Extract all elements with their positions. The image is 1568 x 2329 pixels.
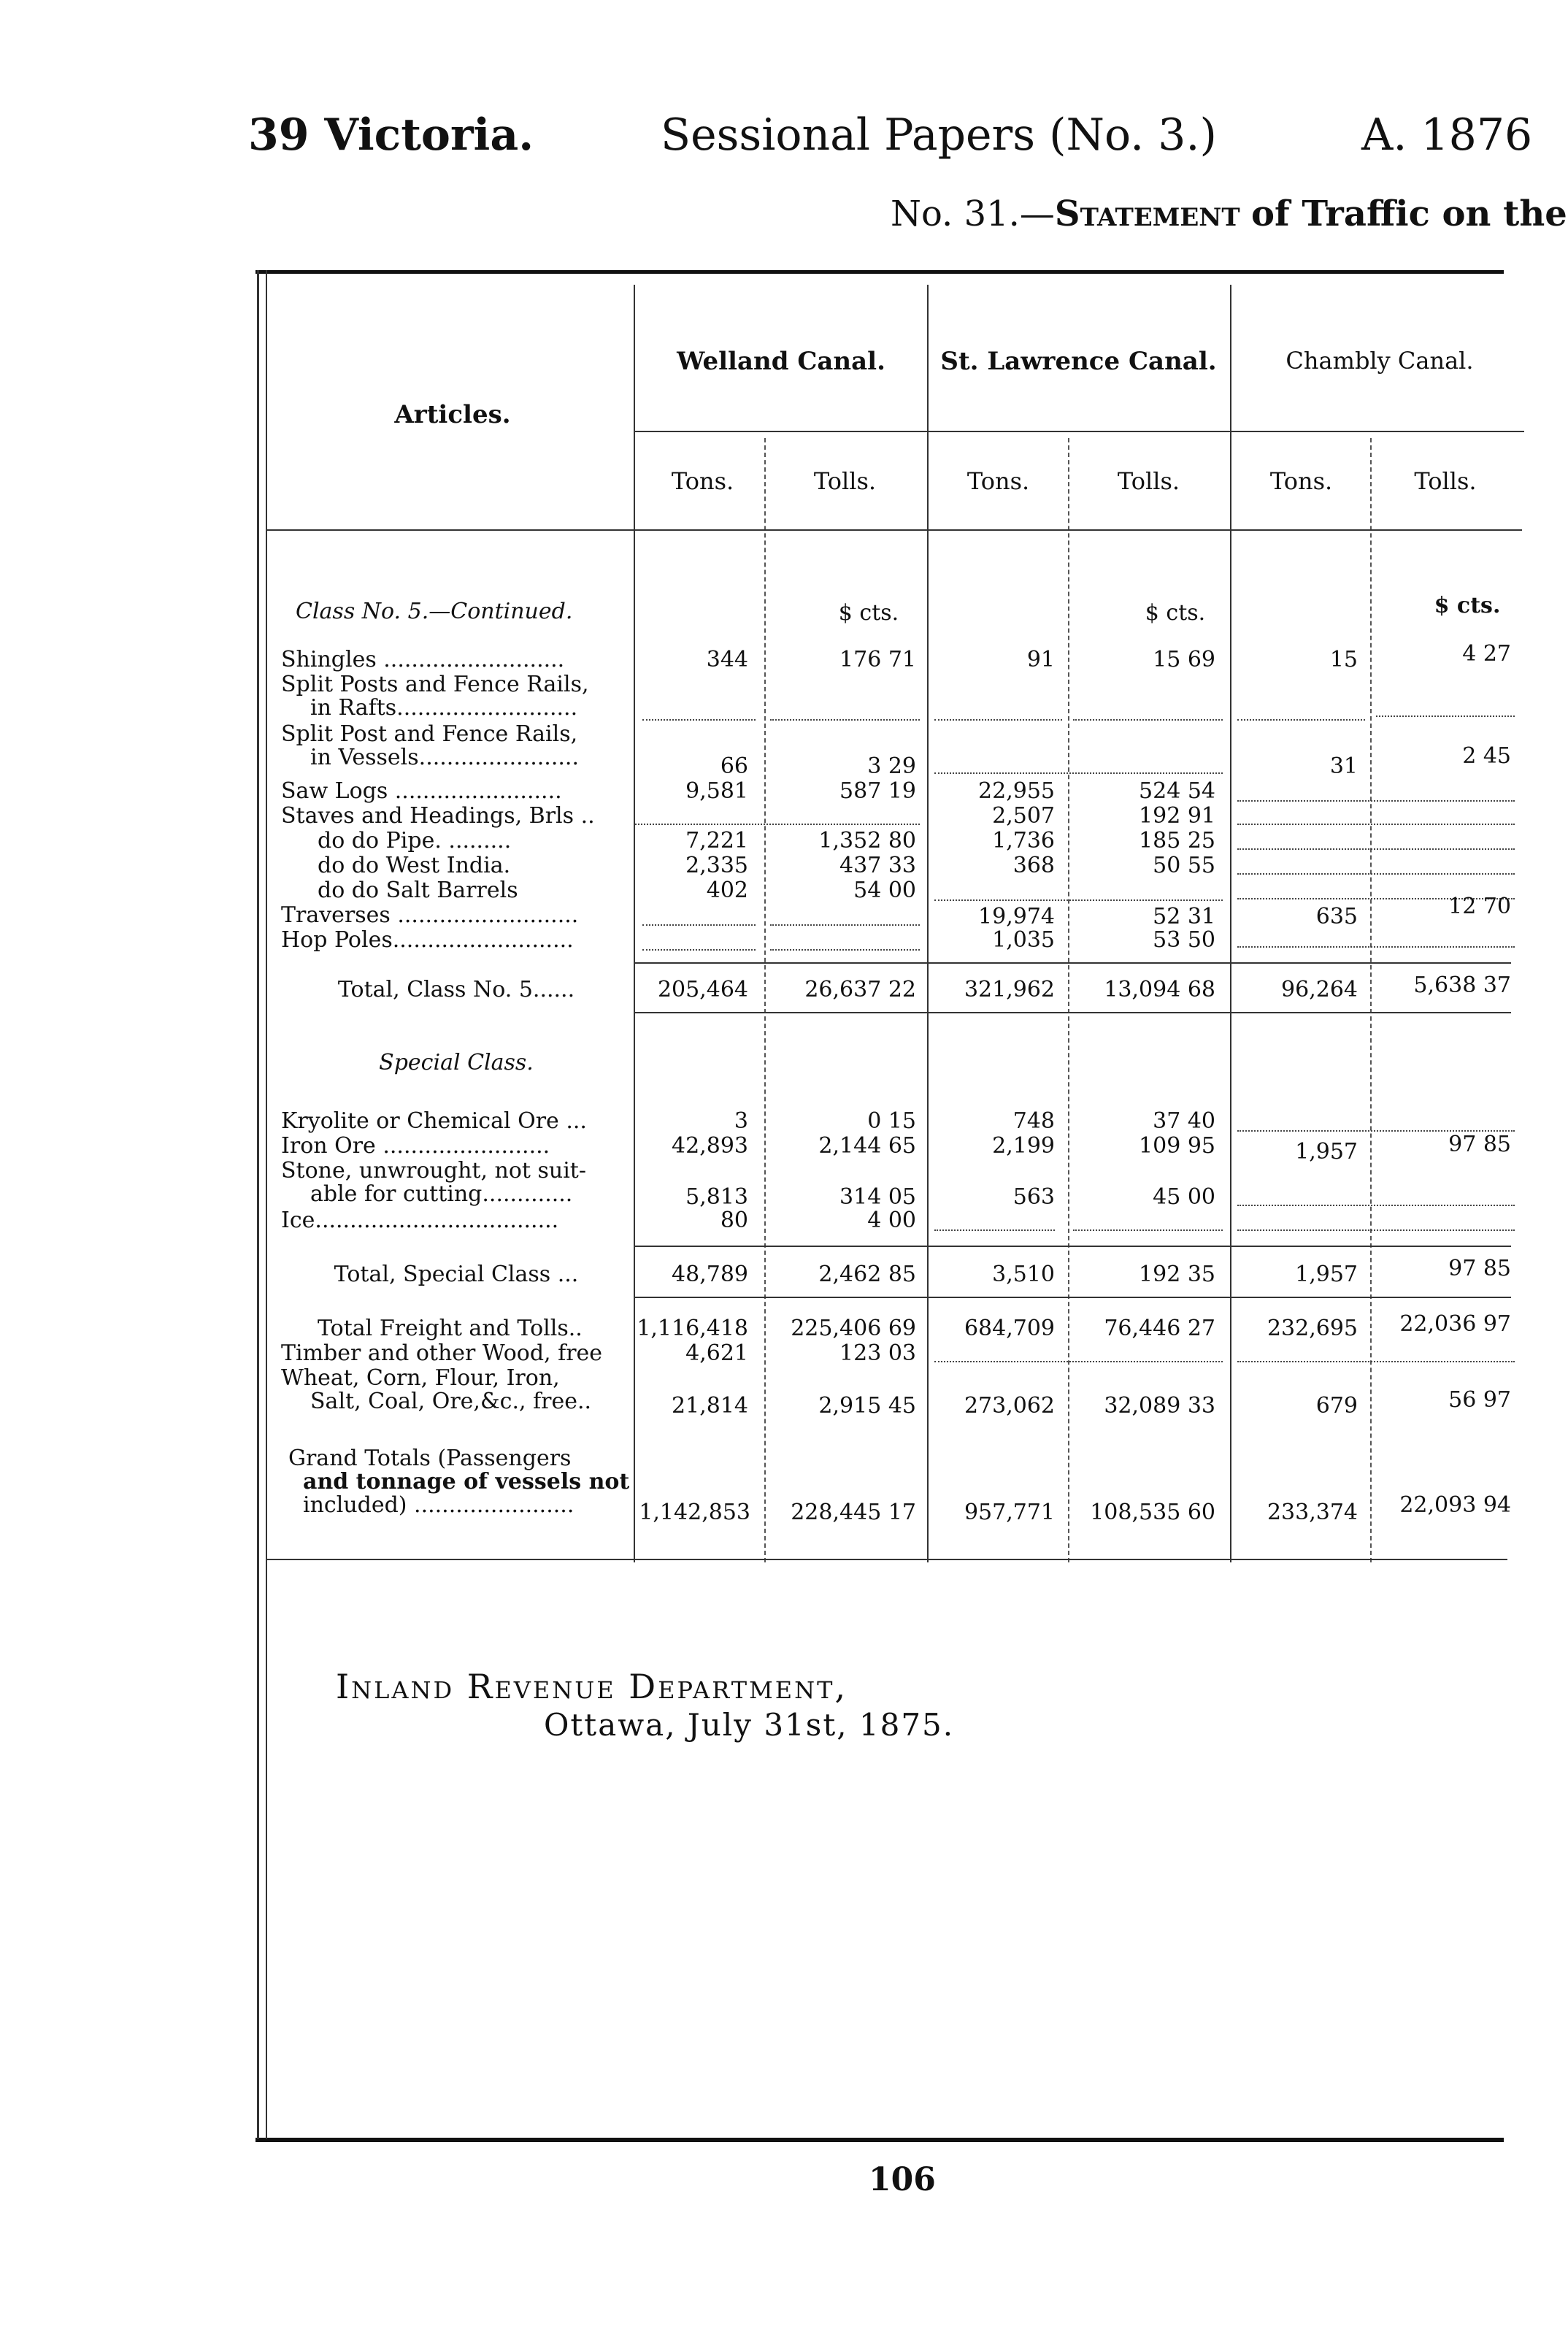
cell-w-tolls: 0 15	[867, 1108, 916, 1134]
dot-leader	[1237, 824, 1515, 825]
grand-total-label-cont: and tonnage of vessels not	[303, 1469, 630, 1495]
cell-s-tons: 22,955	[978, 778, 1055, 804]
cell-w-tolls: 123 03	[839, 1340, 916, 1366]
cell-w-tolls: 437 33	[839, 853, 916, 878]
subtotal-rule	[635, 1012, 1511, 1013]
row-label: Hop Poles..........................	[281, 927, 574, 953]
cell-c-tons: 15	[1329, 647, 1358, 672]
cell-s-tolls: 45 00	[1153, 1184, 1215, 1210]
page-number: 106	[869, 2161, 936, 2198]
cell-s-tons: 321,962	[964, 977, 1055, 1002]
dot-leader	[934, 1229, 1055, 1231]
page-header-center: Sessional Papers (No. 3.)	[661, 110, 1217, 161]
cell-s-tons: 1,035	[992, 927, 1055, 953]
cell-s-tolls: 50 55	[1153, 853, 1215, 878]
cell-w-tolls: 587 19	[839, 778, 916, 804]
title-number: No. 31.—	[891, 193, 1055, 234]
col-line-welland	[927, 285, 929, 1562]
stlawrence-tons-heading: Tons.	[966, 467, 1030, 495]
total-freight-label: Total Freight and Tolls..	[318, 1316, 583, 1341]
cell-s-tons: 1,736	[992, 828, 1055, 853]
footer-place-date: Ottawa, July 31st, 1875.	[544, 1707, 955, 1743]
footer-department: Inland Revenue Department,	[336, 1667, 848, 1706]
col-line-articles	[634, 285, 635, 1562]
grand-total-label-cont: included) .......................	[303, 1492, 574, 1518]
table-end-rule	[266, 1559, 1507, 1560]
header-rule-1	[634, 431, 1524, 432]
dot-leader	[770, 924, 920, 926]
col-line-s-split	[1068, 438, 1069, 1562]
row-label: Ice...................................	[281, 1208, 559, 1233]
chambly-tons-heading: Tons.	[1269, 467, 1333, 495]
cell-w-tons: 7,221	[685, 828, 748, 853]
cell-s-tolls: 192 35	[1139, 1262, 1215, 1287]
dot-leader	[1237, 800, 1515, 802]
cell-c-tolls: 22,093 94	[1399, 1492, 1511, 1518]
cell-w-tons: 48,789	[672, 1262, 748, 1287]
row-label: Kryolite or Chemical Ore ...	[281, 1108, 587, 1134]
cell-s-tons: 19,974	[978, 904, 1055, 929]
table-title	[891, 193, 1567, 234]
section-special: Special Class.	[379, 1050, 534, 1075]
cell-w-tons: 5,813	[685, 1184, 748, 1210]
row-label: Split Posts and Fence Rails,	[281, 672, 589, 697]
bottom-rule	[255, 2138, 1504, 2142]
cell-s-tons: 563	[1012, 1184, 1055, 1210]
dot-leader	[934, 772, 1223, 774]
cell-w-tons: 3	[734, 1108, 748, 1134]
cell-w-tons: 2,335	[685, 853, 748, 878]
dot-leader	[1376, 715, 1515, 717]
cell-s-tons: 273,062	[964, 1393, 1055, 1419]
cell-s-tolls: 32,089 33	[1104, 1393, 1215, 1419]
cell-w-tons: 205,464	[657, 977, 748, 1002]
cell-s-tolls: 109 95	[1139, 1133, 1215, 1159]
articles-heading: Articles.	[394, 400, 511, 429]
welland-tons-heading: Tons.	[671, 467, 734, 495]
dot-leader	[1237, 1361, 1515, 1362]
cell-c-tons: 679	[1315, 1393, 1358, 1419]
cell-s-tolls: 15 69	[1153, 647, 1215, 672]
cell-c-tons: 1,957	[1295, 1262, 1358, 1287]
cell-s-tons: 748	[1012, 1108, 1055, 1134]
cell-s-tolls: 53 50	[1153, 927, 1215, 953]
dot-leader	[1237, 719, 1365, 721]
top-rule	[255, 270, 1504, 274]
welland-currency: $ cts.	[838, 600, 899, 626]
cell-c-tolls: 22,036 97	[1399, 1311, 1511, 1337]
cell-s-tolls: 192 91	[1139, 803, 1215, 829]
row-label: Stone, unwrought, not suit-	[281, 1158, 586, 1183]
chambly-heading: Chambly Canal.	[1285, 347, 1474, 375]
col-line-stlawrence	[1230, 285, 1231, 1562]
row-label: do do Pipe. .........	[318, 828, 512, 853]
cell-s-tons: 684,709	[964, 1316, 1055, 1341]
cell-w-tons: 4,621	[685, 1340, 748, 1366]
total-class5-label: Total, Class No. 5......	[337, 977, 575, 1002]
stlawrence-currency: $ cts.	[1145, 600, 1206, 626]
section-class5: Class No. 5.—Continued.	[296, 599, 573, 624]
cell-c-tolls: 5,638 37	[1413, 972, 1511, 998]
title-rest: of Traffic on the	[1250, 193, 1567, 234]
cell-c-tolls: 97 85	[1448, 1256, 1511, 1281]
cell-w-tons: 344	[706, 647, 748, 672]
welland-heading: Welland Canal.	[677, 347, 885, 376]
cell-c-tolls: 12 70	[1448, 894, 1511, 919]
cell-w-tolls: 2,144 65	[818, 1133, 916, 1159]
cell-s-tolls: 185 25	[1139, 828, 1215, 853]
cell-c-tons: 96,264	[1281, 977, 1358, 1002]
stlawrence-tolls-heading: Tolls.	[1117, 467, 1180, 495]
cell-w-tons: 9,581	[685, 778, 748, 804]
cell-w-tolls: 4 00	[867, 1208, 916, 1233]
cell-w-tolls: 1,352 80	[818, 828, 916, 853]
left-frame-line-inner	[266, 270, 267, 2139]
subtotal-rule	[635, 962, 1511, 964]
cell-s-tons: 368	[1012, 853, 1055, 878]
row-label: do do West India.	[318, 853, 511, 878]
cell-w-tons: 66	[720, 753, 748, 779]
subtotal-rule	[635, 1246, 1511, 1247]
wheat-label-cont: Salt, Coal, Ore,&c., free..	[310, 1389, 592, 1414]
row-label-cont: in Vessels.......................	[310, 745, 579, 770]
dot-leader	[934, 899, 1223, 901]
row-label: Staves and Headings, Brls ..	[281, 803, 595, 829]
dot-leader	[1073, 1229, 1223, 1231]
cell-w-tolls: 26,637 22	[804, 977, 916, 1002]
cell-c-tons: 635	[1315, 904, 1358, 929]
cell-w-tolls: 54 00	[853, 878, 916, 903]
row-label: do do Salt Barrels	[318, 878, 518, 903]
stlawrence-heading: St. Lawrence Canal.	[940, 347, 1217, 376]
total-special-label: Total, Special Class ...	[334, 1262, 579, 1287]
cell-c-tons: 31	[1329, 753, 1358, 779]
grand-total-label: Grand Totals (Passengers	[288, 1446, 572, 1471]
row-label: Shingles ..........................	[281, 647, 565, 672]
cell-s-tolls: 37 40	[1153, 1108, 1215, 1134]
cell-c-tolls: 4 27	[1462, 641, 1511, 667]
cell-w-tolls: 3 29	[867, 753, 916, 779]
dot-leader	[1073, 719, 1223, 721]
dot-leader	[642, 719, 756, 721]
cell-w-tons: 402	[706, 878, 748, 903]
cell-c-tolls: 56 97	[1448, 1387, 1511, 1413]
cell-w-tons: 42,893	[672, 1133, 748, 1159]
dot-leader	[934, 1361, 1223, 1362]
cell-w-tons: 1,142,853	[639, 1500, 750, 1525]
dot-leader	[1237, 946, 1515, 948]
dot-leader	[934, 719, 1062, 721]
title-statement: Statement	[1054, 193, 1240, 234]
dot-leader	[1237, 873, 1515, 875]
timber-label: Timber and other Wood, free	[281, 1340, 603, 1366]
cell-s-tons: 2,507	[992, 803, 1055, 829]
subtotal-rule	[635, 1297, 1511, 1298]
left-frame-line	[257, 270, 259, 2139]
cell-s-tolls: 52 31	[1153, 904, 1215, 929]
dot-leader	[642, 949, 756, 951]
page-header-right: A. 1876	[1361, 110, 1533, 161]
row-label: Traverses ..........................	[281, 902, 579, 928]
cell-s-tolls: 524 54	[1139, 778, 1215, 804]
cell-w-tons: 80	[720, 1208, 748, 1233]
cell-c-tolls: 97 85	[1448, 1132, 1511, 1157]
chambly-tolls-heading: Tolls.	[1414, 467, 1477, 495]
dot-leader	[642, 924, 756, 926]
row-label: Saw Logs ........................	[281, 778, 562, 804]
cell-s-tons: 957,771	[964, 1500, 1055, 1525]
col-line-w-split	[764, 438, 766, 1562]
page-header-left: 39 Victoria.	[248, 110, 534, 161]
cell-w-tolls: 228,445 17	[791, 1500, 916, 1525]
cell-c-tons: 1,957	[1295, 1139, 1358, 1164]
dot-leader	[770, 719, 920, 721]
header-rule-2	[266, 529, 1522, 531]
dot-leader	[1237, 1229, 1515, 1231]
wheat-label: Wheat, Corn, Flour, Iron,	[281, 1365, 560, 1391]
cell-w-tolls: 314 05	[839, 1184, 916, 1210]
chambly-currency: $ cts.	[1434, 593, 1501, 618]
cell-c-tons: 233,374	[1267, 1500, 1358, 1525]
row-label-cont: able for cutting.............	[310, 1181, 573, 1207]
cell-w-tolls: 2,915 45	[818, 1393, 916, 1419]
row-label-cont: in Rafts..........................	[310, 695, 578, 721]
cell-w-tolls: 2,462 85	[818, 1262, 916, 1287]
cell-w-tons: 1,116,418	[637, 1316, 748, 1341]
cell-c-tons: 232,695	[1267, 1316, 1358, 1341]
dot-leader	[635, 824, 920, 825]
cell-s-tons: 91	[1026, 647, 1055, 672]
col-line-c-split	[1370, 438, 1372, 1562]
dot-leader	[770, 949, 920, 951]
cell-s-tons: 2,199	[992, 1133, 1055, 1159]
cell-s-tolls: 13,094 68	[1104, 977, 1215, 1002]
cell-s-tons: 3,510	[992, 1262, 1055, 1287]
dot-leader	[1237, 848, 1515, 850]
cell-s-tolls: 76,446 27	[1104, 1316, 1215, 1341]
row-label: Iron Ore ........................	[281, 1133, 550, 1159]
cell-c-tolls: 2 45	[1462, 743, 1511, 769]
cell-s-tolls: 108,535 60	[1090, 1500, 1215, 1525]
row-label: Split Post and Fence Rails,	[281, 721, 578, 747]
cell-w-tolls: 176 71	[839, 647, 916, 672]
dot-leader	[1237, 1205, 1515, 1206]
cell-w-tons: 21,814	[672, 1393, 748, 1419]
welland-tolls-heading: Tolls.	[813, 467, 877, 495]
cell-w-tolls: 225,406 69	[791, 1316, 916, 1341]
